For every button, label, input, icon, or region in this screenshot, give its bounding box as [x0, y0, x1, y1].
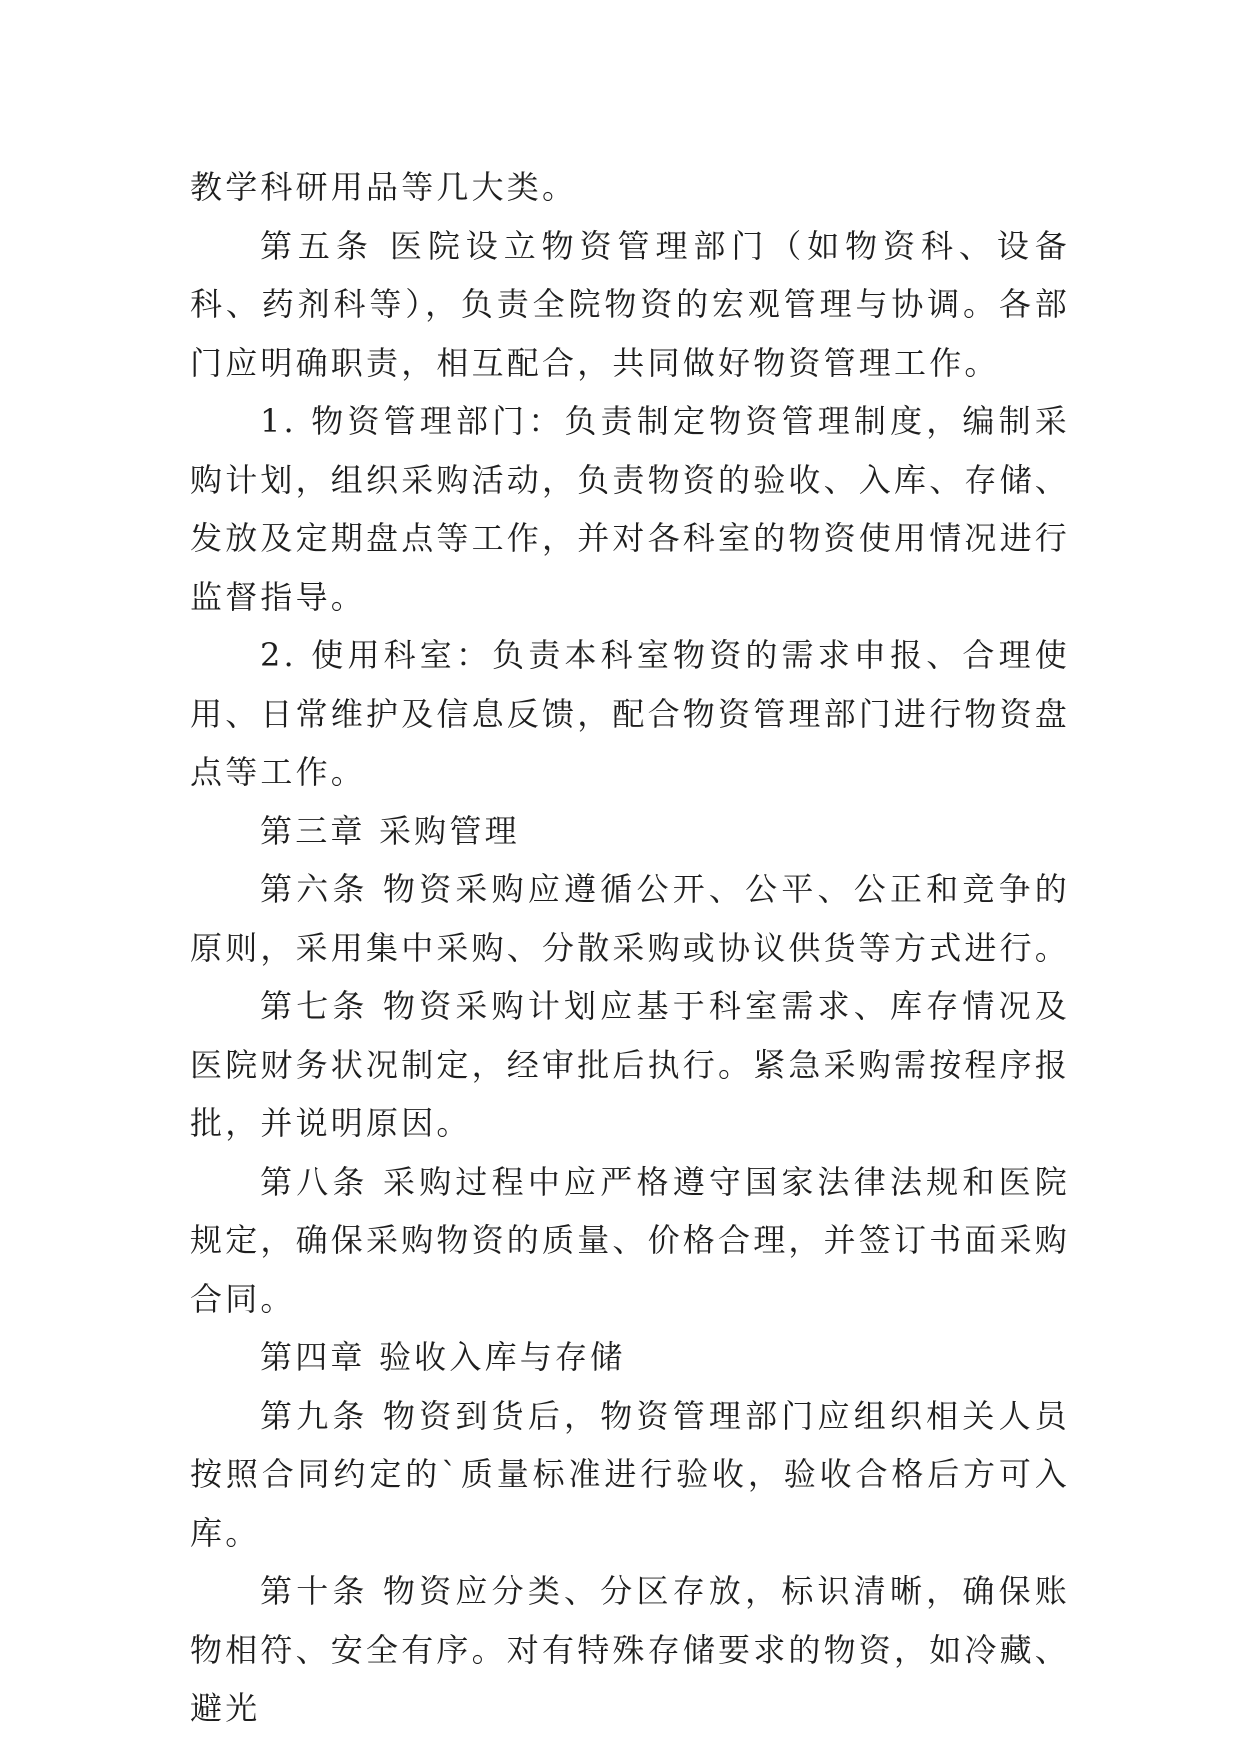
paragraph-1: 教学科研用品等几大类。 — [190, 168, 578, 206]
item-2-paragraph: 2. 使用科室：负责本科室物资的需求申报、合理使用、日常维护及信息反馈，配合物资管理部门进行物资盘点等工作。 — [190, 636, 1071, 791]
article-5-paragraph: 第五条 医院设立物资管理部门（如物资科、设备科、药剂科等），负责全院物资的宏观管理与协调。各部门应明确职责，相互配合，共同做好物资管理工作。 — [190, 226, 1070, 382]
chapter-3-heading: 第三章 采购管理 — [260, 811, 520, 850]
article-7-paragraph: 第七条 物资采购计划应基于科室需求、库存情况及医院财务状况制定，经审批后执行。紧急采购需按程序报批，并说明原因。 — [190, 987, 1071, 1142]
article-6-paragraph: 第六条 物资采购应遵循公开、公平、公正和竞争的原则，采用集中采购、分散采购或协议供货等方式进行。 — [190, 870, 1071, 967]
chapter-4-heading: 第四章 验收入库与存储 — [260, 1338, 626, 1376]
item-1-paragraph: 1. 物资管理部门：负责制定物资管理制度，编制采购计划，组织采购活动，负责物资的验收、入库、存储、发放及定期盘点等工作，并对各科室的物资使用情况进行监督指导。 — [190, 402, 1071, 616]
article-8-paragraph: 第八条 采购过程中应严格遵守国家法律法规和医院规定，确保采购物资的质量、价格合理，并签订书面采购合同。 — [190, 1162, 1071, 1318]
article-10-paragraph: 第十条 物资应分类、分区存放，标识清晰，确保账物相符、安全有序。对有特殊存储要求的物资，如冷藏、避光 — [190, 1572, 1071, 1727]
body-text — [190, 158, 1070, 1738]
article-9-paragraph: 第九条 物资到货后，物资管理部门应组织相关人员按照合同约定的`质量标准进行验收，验收合格后方可入库。 — [190, 1396, 1070, 1552]
